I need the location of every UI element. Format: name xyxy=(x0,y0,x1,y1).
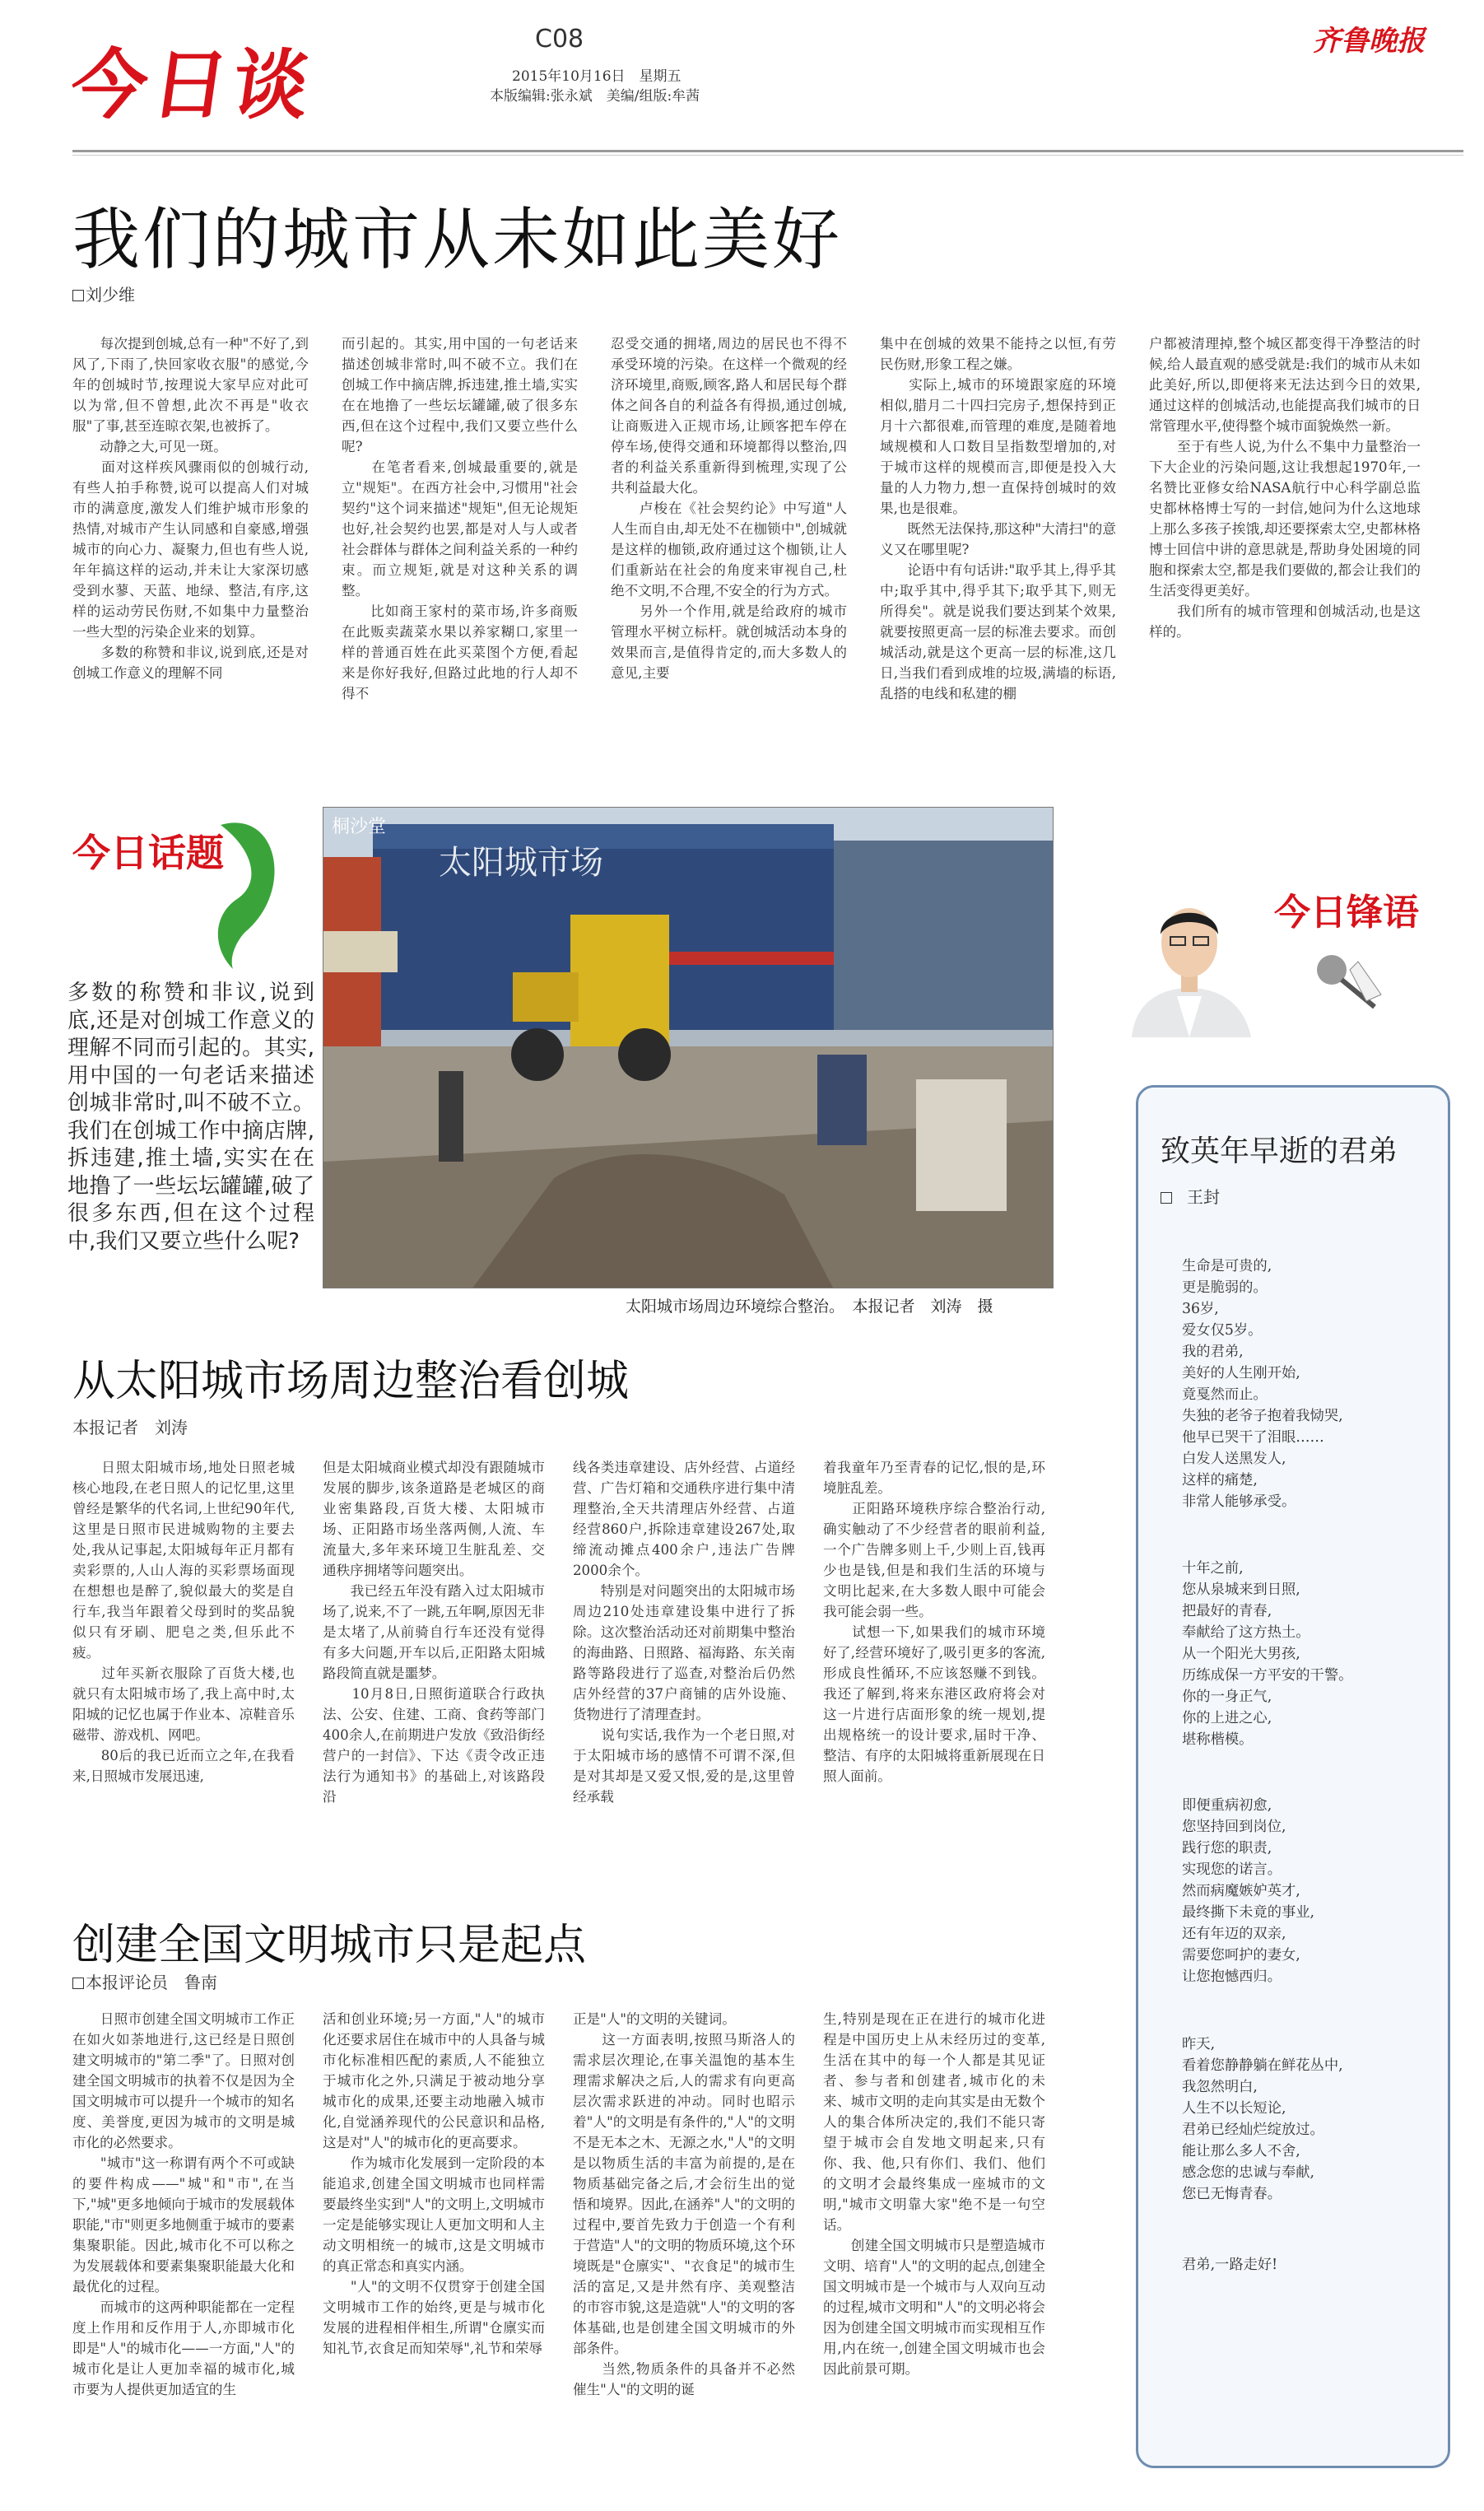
main-article-col-5: 户都被清理掉,整个城区都变得干净整洁的时候,给人最直观的感受就是:我们的城市从未如此美好,所以,即便将来无法达到今日的效果,通过这样的创城活动,也能提高我们城市的日常管理水平,使得整个城市面貌焕然一新。 至于有些人说,为什么不集中力量整治一下大企业的污染问题,这让我想起1970年,一名赞比亚修女给NASA航行中心科学副总监史都林格博士写的一封信,她问为什么这地球上那么多孩子挨饿,却还要探索太空,史都林格博士回信中讲的意思就是,帮助身处困境的同胞和探索太空,都是我们要做的,都会让我们的生活变得更美好。 我们所有的城市管理和创城活动,也是这样的。 xyxy=(1149,336,1421,640)
poem-stanza-4: 昨天, 看着您静静躺在鲜花丛中, 我忽然明白, 人生不以长短论, 君弟已经灿烂绽放过。 能让那么多人不舍, 感念您的忠诚与奉献, 您已无悔青春。 xyxy=(1182,2036,1343,2202)
poem-byline xyxy=(1161,1184,1220,1208)
article2-title: 从太阳城市场周边整治看创城 xyxy=(72,1357,630,1406)
byline-box-icon xyxy=(72,290,84,301)
article2-col-4: 着我童年乃至青春的记忆,恨的是,环境脏乱差。 正阳路环境秩序综合整治行动,确实触动了不少经营者的眼前利益,一个广告牌多则上千,少则上百,钱再少也是钱,但是和我们生活的环境与文明比起来,在大多数人眼中可能会我可能会弱一些。 试想一下,如果我们的城市环境好了,经营环境好了,吸引更多的客流,形成良性循环,不应该怒赚不到钱。我还了解到,将来东港区政府将会对这一片进行店面形象的统一规划,提出规格统一的设计要求,届时干净、整洁、有序的太阳城将重新展现在日照人面前。 xyxy=(823,1460,1045,1784)
article2-byline: 本报记者 刘涛 xyxy=(72,1418,188,1437)
main-byline xyxy=(72,282,135,305)
main-article-col-3: 忍受交通的拥堵,周边的居民也不得不承受环境的污染。在这样一个微观的经济环境里,商贩,顾客,路人和居民每个群体之间各自的利益各有得损,通过创城,让商贩进入正规市场,让顾客把车停在停车场,使得交通和环境都得以整治,四者的利益关系重新得到梳理,实现了公共利益最大化。 卢梭在《社会契约论》中写道"人人生而自由,却无处不在枷锁中",创城就是这样的枷锁,政府通过这个枷锁,让人们重新站在社会的角度来审视自己,杜绝不文明,不合理,不安全的行为方式。 另外一个作用,就是给政府的城市管理水平树立标杆。就创城活动本身的效果而言,是值得肯定的,而大多数人的意见,主要 xyxy=(611,336,847,681)
article2-col-1: 日照太阳城市场,地处日照老城核心地段,在老日照人的记忆里,这里曾经是繁华的代名词,上世纪90年代,这里是日照市民进城购物的主要去处,我从记事起,太阳城每年正月都有卖彩票的,人山人海的买彩票场面现在想想也是醉了,貌似最大的奖是自行车,我当年跟着父母到时的奖品貌似只有牙刷、肥皂之类,但乐此不疲。 过年买新衣服除了百货大楼,也就只有太阳城市场了,我上高中时,太阳城的记忆也属于作业本、凉鞋音乐磁带、游戏机、网吧。 80后的我已近而立之年,在我看来,日照城市发展迅速, xyxy=(72,1460,295,1784)
page-number: C08 xyxy=(535,25,584,54)
editors-line: 本版编辑:张永斌 美编/组版:牟茜 xyxy=(490,88,700,105)
article3-col-2: 活和创业环境;另一方面,"人"的城市化还要求居住在城市中的人具备与城市化标准相匹配的素质,人不能独立于城市化之外,只满足于被动地分享城市化的成果,还要主动地融入城市化,自觉涵养现代的公民意识和品格,这是对"人"的城市化的更高要求。 作为城市化发展到一定阶段的本能追求,创建全国文明城市也同样需要最终坐实到"人"的文明上,文明城市一定是能够实现让人更加文明和人主动文明相统一的城市,这是文明城市的真正常态和真实内涵。 "人"的文明不仅贯穿于创建全国文明城市工作的始终,更是与城市化发展的进程相伴相生,所谓"仓廪实而知礼节,衣食足而知荣辱",礼节和荣辱 xyxy=(323,2011,545,2356)
publish-date: 2015年10月16日 星期五 xyxy=(512,68,682,85)
todays-topic-label: 今日话题 xyxy=(72,831,224,875)
article3-byline-author: 本报评论员 鲁南 xyxy=(86,1973,217,1992)
article2-col-2: 但是太阳城商业模式却没有跟随城市发展的脚步,该条道路是老城区的商业密集路段,百货大楼、太阳城市场、正阳路市场坐落两侧,人流、车流量大,多年来环境卫生脏乱差、交通秩序拥堵等问题突出。 我已经五年没有踏入过太阳城市场了,说来,不了一跳,五年啊,原因无非是太堵了,从前骑自行车还没有觉得有多大问题,开车以后,正阳路太阳城路段简直就是噩梦。 10月8日,日照街道联合行政执法、公安、住建、工商、食药等部门400余人,在前期进户发放《致沿街经营户的一封信》、下达《责令改正违法行为通知书》的基础上,对该路段沿 xyxy=(323,1460,545,1805)
market-sign-text: 太阳城市场 xyxy=(439,844,603,882)
shop-sign-text: 桐沙堂 xyxy=(332,817,387,837)
poem-stanza-3: 即便重病初愈, 您坚持回到岗位, 践行您的职责, 实现您的诺言。 然而病魔嫉妒英才, 最终撕下未竟的事业, 还有年迈的双亲, 需要您呵护的妻女, 让您抱憾西归。 xyxy=(1182,1797,1315,1985)
cleanup-scene-image xyxy=(323,808,1054,1288)
article3-title: 创建全国文明城市只是起点 xyxy=(72,1921,587,1970)
main-article-col-1: 每次提到创城,总有一种"不好了,到风了,下雨了,快回家收衣服"的感觉,今年的创城时节,按理说大家早应对此可以为常,但不曾想,此次不再是"收衣服"了事,甚至连晾衣架,也被拆了。 动静之大,可见一斑。 面对这样疾风骤雨似的创城行动,有些人拍手称赞,说可以提高人们对城市的满意度,激发人们维护城市形象的热情,对城市产生认同感和自豪感,增强城市的向心力、凝聚力,但也有些人说,年年搞这样的运动,并未让大家深切感受到水蓼、天蓝、地绿、整洁,有序,这样的运动劳民伤财,不如集中力量整治一些大型的污染企业来的划算。 多数的称赞和非议,说到底,还是对创城工作意义的理解不同 xyxy=(72,336,309,681)
main-byline-author: 刘少维 xyxy=(86,285,135,305)
photo-caption: 太阳城市场周边环境综合整治。 本报记者 刘涛 摄 xyxy=(626,1297,993,1316)
main-article-col-4: 集中在创城的效果不能持之以恒,有劳民伤财,形象工程之嫌。 实际上,城市的环境跟家庭的环境相似,腊月二十四扫完房子,想保持到正月十六都很难,而管理的难度,是随着地域规模和人口数目呈指数型增加的,对于城市这样的规模而言,即便是投入大量的人力物力,想一直保持创城时的效果,也是很难。 既然无法保持,那这种"大清扫"的意义又在哪里呢? 论语中有句话讲:"取乎其上,得乎其中;取乎其中,得乎其下;取乎其下,则无所得矣"。就是说我们要达到某个效果,就要按照更高一层的标准去要求。而创城活动,就是这个更高一层的标准,这几日,当我们看到成堆的垃圾,满墙的标语,乱搭的电线和私建的棚 xyxy=(880,336,1116,701)
header-divider-thin xyxy=(72,155,1463,156)
poem-author: 王封 xyxy=(1187,1187,1220,1207)
columnist-avatar xyxy=(1119,873,1259,1037)
news-photo xyxy=(323,807,1054,1288)
poem-stanza-1: 生命是可贵的, 更是脆弱的。 36岁, 爱女仅5岁。 我的君弟, 美好的人生刚开始, 竟戛然而止。 失独的老爷子抱着我恸哭, 他早已哭干了泪眼…… 白发人送黑发人, 这样的痛楚, 非常人能够承受。 xyxy=(1182,1258,1343,1510)
poem-stanza-5: 君弟,一路走好! xyxy=(1182,2257,1278,2273)
todays-topic-text: 多数的称赞和非议,说到底,还是对创城工作意义的理解不同而引起的。其实,用中国的一句老话来描述创城非常时,叫不破不立。我们在创城工作中摘店牌,拆违建,推土墙,实实在在地撸了一些坛坛罐罐,破了很多东西,但在这个过程中,我们又要立些什么呢? xyxy=(67,981,314,1254)
article3-col-3: 正是"人"的文明的关键词。 这一方面表明,按照马斯洛人的需求层次理论,在事关温饱的基本生理需求解决之后,人的需求有向更高层次需求跃进的冲动。同时也昭示着"人"的文明是有条件的,"人"的文明不是无本之木、无源之水,"人"的文明是以物质生活的丰富为前提的,是在物质基础完备之后,才会衍生出的觉悟和境界。因此,在涵养"人"的文明的过程中,要首先致力于创造一个有利于营造"人"的文明的物质环境,这个环境既是"仓廪实"、"衣食足"的城市生活的富足,又是井然有序、美观整洁的市容市貌,这是造就"人"的文明的客体基础,也是创建全国文明城市的外部条件。 当然,物质条件的具备并不必然催生"人"的文明的诞 xyxy=(573,2011,795,2397)
masthead-title: 今日谈 xyxy=(65,41,320,129)
byline-box-icon xyxy=(72,1978,84,1989)
byline-box-icon xyxy=(1161,1192,1172,1204)
todays-sharp-words-label: 今日锋语 xyxy=(1274,892,1419,934)
poem-stanza-2: 十年之前, 您从泉城来到日照, 把最好的青春, 奉献给了这方热土。 从一个阳光大男孩, 历练成保一方平安的干警。 你的一身正气, 你的上进之心, 堪称楷模。 xyxy=(1182,1560,1353,1748)
main-headline: 我们的城市从未如此美好 xyxy=(72,201,843,279)
newspaper-logo: 齐鲁晚报 xyxy=(1313,25,1425,58)
header-divider xyxy=(72,150,1463,152)
main-article-col-2: 而引起的。其实,用中国的一句老话来描述创城非常时,叫不破不立。我们在创城工作中摘店牌,拆违建,推土墙,实实在在地撸了一些坛坛罐罐,破了很多东西,但在这个过程中,我们又要立些什么呢? 在笔者看来,创城最重要的,就是立"规矩"。在西方社会中,习惯用"社会契约"这个词来描述"规矩",但无论规矩也好,社会契约也罢,都是对人与人或者社会群体与群体之间利益关系的一种约束。而立规矩,就是对这种关系的调整。 比如商王家村的菜市场,许多商贩在此贩卖蔬菜水果以养家糊口,家里一样的普通百姓在此买菜图个方便,看起来是你好我好,但路过此地的行人却不得不 xyxy=(342,336,578,701)
article2-col-3: 线各类违章建设、店外经营、占道经营、广告灯箱和交通秩序进行集中清理整治,全天共清理店外经营、占道经营860户,拆除违章建设267处,取缔流动摊点400余户,违法广告牌2000余个。 特别是对问题突出的太阳城市场周边210处违章建设集中进行了拆除。这次整治活动还对前期集中整治的海曲路、日照路、福海路、东关南路等路段进行了巡查,对整治后仍然店外经营的37户商铺的店外设施、货物进行了清理查封。 说句实话,我作为一个老日照,对于太阳城市场的感情不可谓不深,但是对其却是又爱又恨,爱的是,这里曾经承载 xyxy=(573,1460,795,1805)
article3-col-1: 日照市创建全国文明城市工作正在如火如荼地进行,这已经是日照创建文明城市的"第二季"了。日照对创建全国文明城市的执着不仅是因为全国文明城市可以提升一个城市的知名度、美誉度,更因为城市的文明是城市化的必然要求。 "城市"这一称谓有两个不可或缺的要件构成——"城"和"市",在当下,"城"更多地倾向于城市的发展载体职能,"市"则更多地侧重于城市的要素集聚职能。因此,城市化不可以称之为发展载体和要素集聚职能最大化和最优化的过程。 而城市的这两种职能都在一定程度上作用和反作用于人,亦即城市化即是"人"的城市化——一方面,"人"的城市化是让人更加幸福的城市化,城市要为人提供更加适宜的生 xyxy=(72,2011,295,2397)
poem-title: 致英年早逝的君弟 xyxy=(1161,1134,1398,1168)
quote-mark-icon xyxy=(204,792,286,981)
microphone-icon xyxy=(1309,945,1383,1011)
article3-byline xyxy=(72,1969,217,1993)
article3-col-4: 生,特别是现在正在进行的城市化进程是中国历史上从未经历过的变革,生活在其中的每一个人都是其见证者、参与者和创建者,城市化的未来、城市文明的走向其实是由无数个人的集合体所决定的,我们不能只寄望于城市会自发地文明起来,只有你、我、他,只有你们、我们、他们的文明才会最终集成一座城市的文明,"城市文明靠大家"绝不是一句空话。 创建全国文明城市只是塑造城市文明、培育"人"的文明的起点,创建全国文明城市是一个城市与人双向互动的过程,城市文明和"人"的文明必将会因为创建全国文明城市而实现相互作用,内在统一,创建全国文明城市也会因此前景可期。 xyxy=(823,2011,1045,2377)
